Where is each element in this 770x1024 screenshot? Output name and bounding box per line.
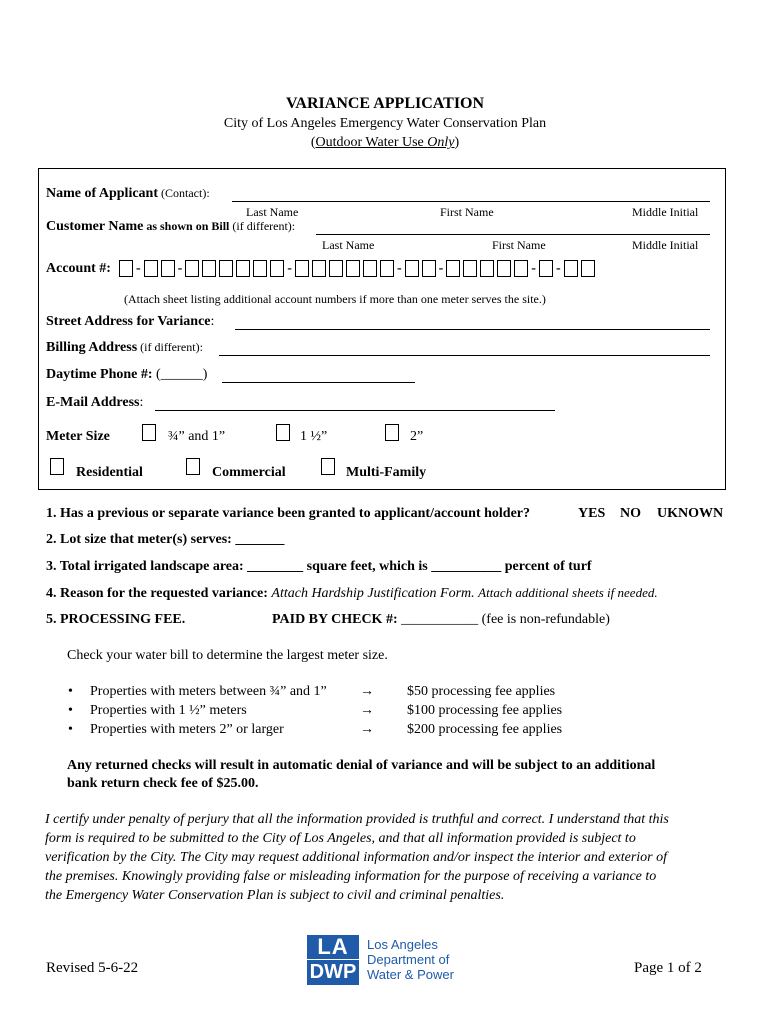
account-digit-box[interactable] [270,260,284,277]
certification-line: the Emergency Water Conservation Plan is subject to civil and criminal penalties. [45,888,505,903]
account-digit-box[interactable] [312,260,326,277]
daytime-phone-label: Daytime Phone #: (______) [46,367,208,382]
account-digit-box[interactable] [564,260,578,277]
meter-size-option: ¾” and 1” [168,429,226,444]
applicant-name-label: Name of Applicant (Contact): [46,186,210,201]
account-digit-box[interactable] [380,260,394,277]
commercial-checkbox[interactable] [186,458,200,475]
property-type-label: Multi-Family [346,465,427,480]
question-1-no[interactable]: NO [620,506,641,521]
fee-row-amount: $50 processing fee applies [407,684,556,699]
property-type-label: Residential [76,465,143,480]
account-digit-box[interactable] [422,260,436,277]
logo-dwp-text: DWP [307,960,359,985]
account-digit-box[interactable] [514,260,528,277]
account-digit-box[interactable] [581,260,595,277]
certification-line: I certify under penalty of perjury that all the information provided is truthful and correct. I understand that this [45,812,669,827]
account-digit-box[interactable] [539,260,553,277]
street-address-field[interactable] [235,329,710,330]
customer-first-name-caption: First Name [492,238,546,252]
paid-by-check: PAID BY CHECK #: ___________ (fee is non-refundable) [272,612,610,627]
document-title: VARIANCE APPLICATION [285,95,485,112]
logo-la-text: LA [307,935,359,959]
returned-check-warning-line1: Any returned checks will result in automatic denial of variance and will be subject to an additional [67,758,656,773]
certification-line: the premises. Knowingly providing false or misleading information for the purpose of receiving a variance to [45,869,657,884]
meter-size-option: 1 ½” [300,429,328,444]
returned-check-warning-line2: bank return check fee of $25.00. [67,776,259,791]
account-digit-box[interactable] [346,260,360,277]
meter-size-3-4-checkbox[interactable] [142,424,156,441]
account-digit-box[interactable] [295,260,309,277]
meter-size-option: 2” [410,429,424,444]
account-digit-box[interactable] [405,260,419,277]
meter-size-label: Meter Size [46,429,110,444]
meter-size-1-5-checkbox[interactable] [276,424,290,441]
fee-intro: Check your water bill to determine the largest meter size. [67,648,388,663]
question-5: 5. PROCESSING FEE. [46,612,186,627]
certification-paragraph [45,810,735,905]
certification-line: verification by the City. The City may request additional information and/or inspect the interior and exterior of [45,850,668,865]
fee-row-meter: Properties with 1 ½” meters [90,703,247,718]
multi-family-checkbox[interactable] [321,458,335,475]
account-digit-box[interactable] [202,260,216,277]
daytime-phone-field[interactable] [222,382,415,383]
document-subtitle: City of Los Angeles Emergency Water Conservation Plan [223,116,547,131]
account-digit-box[interactable] [144,260,158,277]
applicant-middle-initial-caption: Middle Initial [632,205,699,219]
customer-name-label: Customer Name as shown on Bill (if different): [46,219,296,234]
document-subtitle-scope: (Outdoor Water Use Only) [310,135,460,150]
question-2: 2. Lot size that meter(s) serves: _______ [46,532,285,547]
billing-address-field[interactable] [219,355,710,356]
account-digit-box[interactable] [363,260,377,277]
email-address-field[interactable] [155,410,555,411]
logo-line: Water & Power [367,967,454,982]
account-note: (Attach sheet listing additional account numbers if more than one meter serves the site.) [124,292,546,306]
fee-row-meter: Properties with meters between ¾” and 1” [90,684,327,699]
arrow-right-icon: → [360,722,374,737]
logo-line: Los Angeles [367,937,438,952]
account-digit-box[interactable] [463,260,477,277]
account-digit-box[interactable] [480,260,494,277]
account-label: Account #: [46,260,111,276]
fee-row-meter: Properties with meters 2” or larger [90,722,284,737]
customer-last-name-caption: Last Name [322,238,375,252]
question-3: 3. Total irrigated landscape area: ________ square feet, which is __________ percent of turf [46,559,592,574]
street-address-label: Street Address for Variance: [46,314,215,329]
question-1: 1. Has a previous or separate variance been granted to applicant/account holder? [46,506,531,521]
fee-bullet-icon: • [68,684,73,699]
question-4: 4. Reason for the requested variance: Attach Hardship Justification Form. Attach additional sheets if needed. [46,585,658,601]
fee-row-amount: $200 processing fee applies [407,722,563,737]
billing-address-label: Billing Address (if different): [46,340,203,355]
ladwp-logo [307,935,467,985]
email-address-label: E-Mail Address: [46,395,144,410]
arrow-right-icon: → [360,684,374,699]
revised-date: Revised 5-6-22 [46,960,139,976]
account-number-row: Account #: - - - - - - - [46,260,598,277]
property-type-label: Commercial [212,465,286,480]
fee-bullet-icon: • [68,722,73,737]
residential-checkbox[interactable] [50,458,64,475]
logo-line: Department of [367,952,450,967]
meter-size-2-checkbox[interactable] [385,424,399,441]
page-number: Page 1 of 2 [634,960,702,976]
account-digit-box[interactable] [161,260,175,277]
applicant-name-field[interactable] [232,201,710,202]
customer-middle-initial-caption: Middle Initial [632,238,699,252]
account-digit-box[interactable] [329,260,343,277]
logo-wordmark [367,937,454,982]
customer-name-field[interactable] [316,234,710,235]
account-digit-box[interactable] [236,260,250,277]
account-digit-box[interactable] [497,260,511,277]
ladwp-logo-mark [307,935,359,985]
fee-bullet-icon: • [68,703,73,718]
applicant-last-name-caption: Last Name [246,205,299,219]
question-1-unknown[interactable]: UKNOWN [657,506,724,521]
applicant-first-name-caption: First Name [440,205,494,219]
arrow-right-icon: → [360,703,374,718]
account-digit-box[interactable] [253,260,267,277]
fee-row-amount: $100 processing fee applies [407,703,563,718]
account-digit-box[interactable] [119,260,133,277]
account-digit-box[interactable] [185,260,199,277]
question-1-yes[interactable]: YES [578,506,606,521]
certification-line: form is required to be submitted to the City of Los Angeles, and that all information provided is subject to [45,831,636,846]
account-digit-box[interactable] [219,260,233,277]
account-digit-box[interactable] [446,260,460,277]
